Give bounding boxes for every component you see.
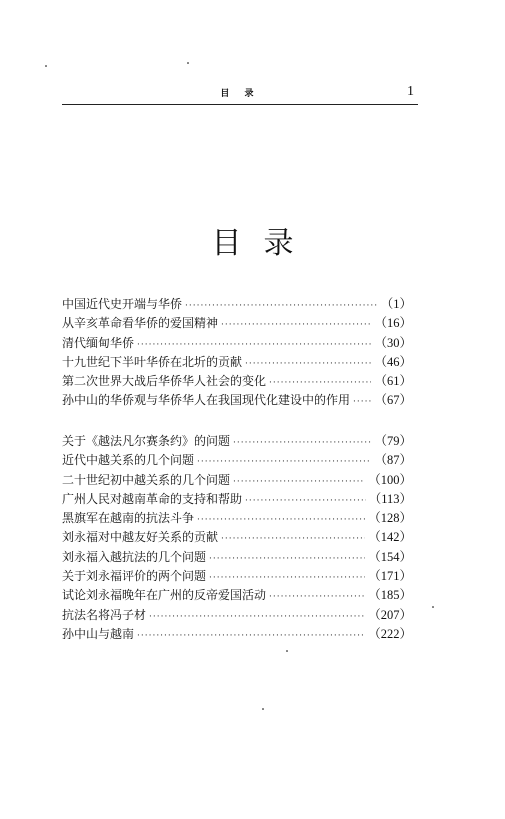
toc-entry[interactable] [62,567,412,586]
toc-entry[interactable] [62,471,412,490]
toc-entry-title: 抗法名将冯子材 [62,607,147,622]
toc-entry-title: 刘永福入越抗法的几个问题 [62,549,207,564]
toc-entry-title: 清代缅甸华侨 [62,335,135,350]
dot-leader [269,588,365,607]
toc-entry-page: （207） [368,607,412,622]
toc-entry-page: （171） [368,569,412,584]
dot-leader [221,316,371,335]
toc-entry[interactable] [62,586,412,605]
toc-entry[interactable] [62,295,412,314]
toc-entry-page: （87） [374,453,412,468]
dot-leader [233,434,371,453]
toc-entry-page: （67） [374,393,412,408]
toc-entry-title: 孙中山与越南 [62,626,135,641]
toc-entry-title: 十九世纪下半叶华侨在北圻的贡献 [62,354,243,369]
toc-entry-page: （1） [380,297,412,311]
toc-entry[interactable] [62,509,412,528]
toc-entry-page: （185） [368,588,412,603]
toc-entry[interactable] [62,606,412,625]
toc-entry-page: （128） [368,511,412,526]
dot-leader [353,393,371,412]
header-rule [62,104,418,105]
scan-speck [45,65,47,67]
dot-leader [197,511,365,530]
toc-entry-title: 广州人民对越南革命的支持和帮助 [62,491,243,506]
toc-entry-page: （61） [374,374,412,389]
toc-entry[interactable] [62,625,412,644]
toc-entry-page: （142） [368,530,412,545]
dot-leader [149,608,365,627]
toc-entry-title: 关于《越法凡尔赛条约》的问题 [62,434,231,448]
toc-entry[interactable] [62,372,412,391]
toc-entry-title: 二十世纪初中越关系的几个问题 [62,472,231,487]
toc-entry-title: 关于刘永福评价的两个问题 [62,569,207,584]
running-header [62,86,418,102]
toc-entry-title: 黑旗军在越南的抗法斗争 [62,511,195,526]
scan-speck [187,62,189,64]
toc-entry-title: 近代中越关系的几个问题 [62,453,195,468]
page-title: 目录 [211,226,316,261]
toc-entry-title: 刘永福对中越友好关系的贡献 [62,530,219,545]
page-number: 1 [407,84,414,99]
toc-entry-page: （222） [368,626,412,641]
toc-entry[interactable] [62,548,412,567]
toc-entry[interactable] [62,391,412,410]
dot-leader [137,627,365,646]
toc-entry-title: 试论刘永福晚年在广州的反帝爱国活动 [62,588,267,603]
dot-leader [221,530,365,549]
toc-entry-title: 第二次世界大战后华侨华人社会的变化 [62,374,267,389]
toc-entry[interactable] [62,451,412,470]
toc-section-overseas-chinese [62,295,412,411]
toc-entry[interactable] [62,528,412,547]
scan-speck [262,708,264,710]
dot-leader [245,492,366,511]
toc-entry[interactable] [62,353,412,372]
scan-speck [286,650,288,652]
toc-entry-page: （113） [368,491,412,506]
toc-entry-page: （100） [368,472,412,487]
toc-entry[interactable] [62,490,412,509]
running-title: 目 录 [220,89,260,99]
toc-entry-page: （30） [374,335,412,350]
toc-entry[interactable] [62,432,412,451]
toc-entry-page: （46） [374,354,412,369]
toc-entry[interactable] [62,334,412,353]
dot-leader [233,473,365,492]
toc-entry-title: 孙中山的华侨观与华侨华人在我国现代化建设中的作用 [62,393,351,408]
toc-entry-page: （79） [374,434,412,448]
toc-entry-title: 从辛亥革命看华侨的爱国精神 [62,316,219,331]
toc-entry[interactable] [62,314,412,333]
toc-section-sino-vietnamese [62,432,412,644]
scan-speck [432,606,434,608]
toc-entry-page: （154） [368,549,412,564]
dot-leader [209,550,365,569]
toc-entry-title: 中国近代史开端与华侨 [62,297,183,311]
toc-entry-page: （16） [374,316,412,331]
